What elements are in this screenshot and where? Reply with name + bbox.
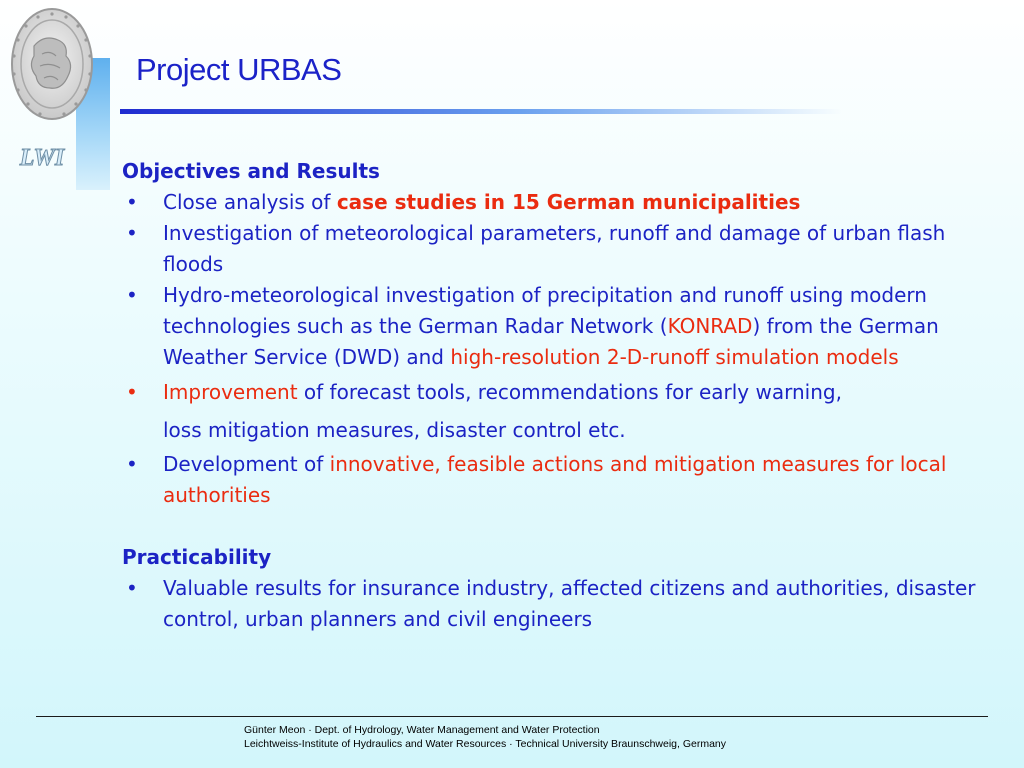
- bullet-text: Hydro-meteorological investigation of precipitation and runoff using modern technologies such as the German Radar Network (: [163, 283, 927, 338]
- highlight-text: case studies in 15 German municipalities: [336, 190, 801, 214]
- footer-divider: [36, 716, 988, 717]
- bullet-text: Investigation of meteorological parameters, runoff and damage of urban flash floods: [163, 221, 946, 276]
- bullet-item: [122, 373, 1002, 449]
- bullet-marker: •: [126, 283, 138, 307]
- highlight-text: KONRAD: [667, 314, 753, 338]
- bullet-text: Development of: [163, 452, 330, 476]
- spacer: [122, 511, 1002, 542]
- footer-line-author: Günter Meon · Dept. of Hydrology, Water Management and Water Protection: [244, 724, 600, 736]
- bullet-text: Close analysis of: [163, 190, 337, 214]
- title-underline: [120, 109, 842, 114]
- highlight-text: Improvement: [163, 380, 298, 404]
- bullet-item: [122, 187, 1002, 218]
- bullet-item: [122, 573, 1002, 635]
- bullet-marker: •: [126, 221, 138, 245]
- slide-body: [122, 156, 1002, 635]
- bullet-item: [122, 218, 1002, 280]
- lwi-logo: [10, 142, 74, 172]
- highlight-text: innovative, feasible actions and mitigation measures for local authorities: [163, 452, 947, 507]
- highlight-text: high-resolution 2-D-runoff simulation models: [450, 345, 899, 369]
- bullet-marker: •: [126, 452, 138, 476]
- section-heading-practicability: Practicability: [122, 545, 272, 569]
- bullet-text: of forecast tools, recommendations for early warning,: [297, 380, 842, 404]
- footer-line-institute: Leichtweiss-Institute of Hydraulics and Water Resources · Technical University Braunschweig, Germany: [244, 738, 727, 750]
- bullet-text: loss mitigation measures, disaster control etc.: [163, 418, 626, 442]
- university-seal-logo: [6, 4, 110, 126]
- footer: [244, 723, 944, 751]
- bullet-text: Valuable results for insurance industry, affected citizens and authorities, disaster control, urban planners and civil engineers: [163, 576, 976, 631]
- lwi-logo-text: LWI: [19, 145, 65, 171]
- bullet-text: ) from the German Weather Service (DWD) and: [163, 314, 939, 369]
- bullet-marker: •: [126, 576, 138, 600]
- bullet-marker: •: [126, 190, 138, 214]
- slide-title: Project URBAS: [136, 52, 342, 87]
- bullet-item: [122, 280, 1002, 373]
- bullet-marker: •: [126, 380, 138, 404]
- section-heading-objectives: Objectives and Results: [122, 159, 380, 183]
- bullet-item: [122, 449, 1002, 511]
